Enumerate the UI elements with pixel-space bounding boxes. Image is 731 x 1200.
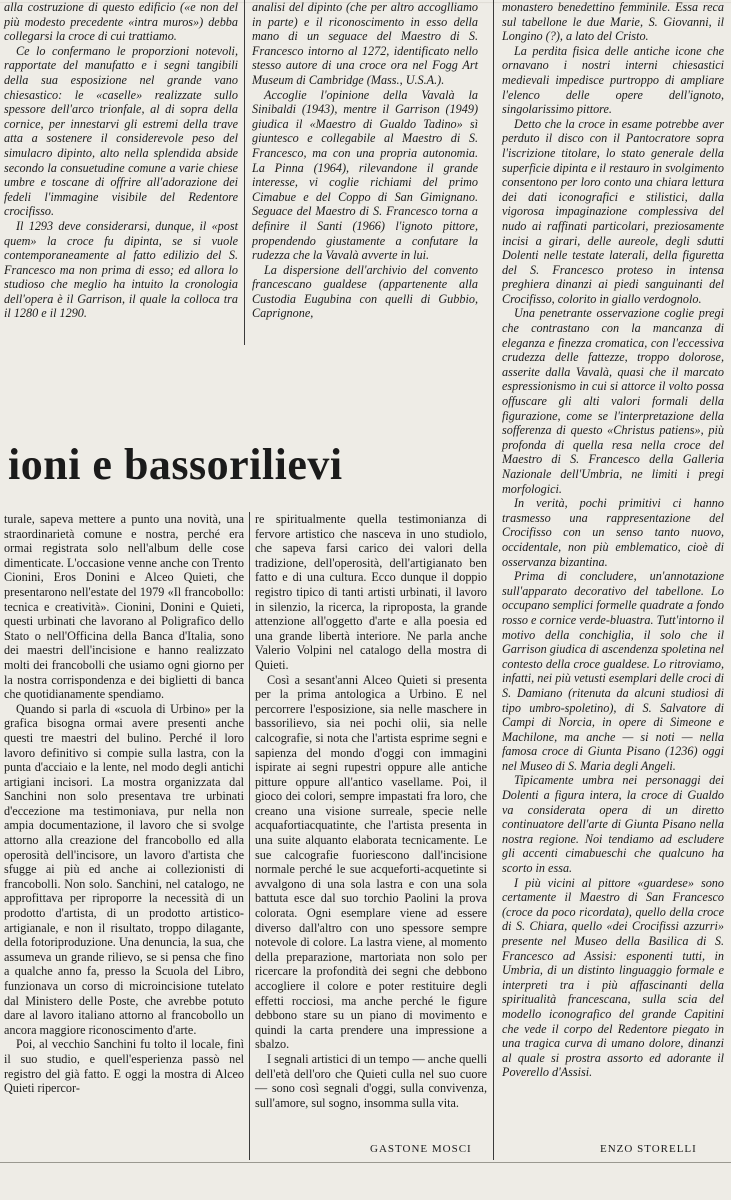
paragraph: alla costruzione di questo edificio («e non del più modesto precedente «intra muros») debba collegarsi la croce di cui trattiamo. (4, 0, 238, 44)
column-rule (493, 0, 494, 1160)
column-rule (244, 0, 245, 345)
paragraph: Una penetrante osservazione coglie pregi che contrastano con la mancanza di eleganza e finezza cromatica, con l'eccessiva crudezza delle fattezze, troppo dolorose, asserite dalla Vavalà, quasi che il marcato espressionismo in cui si attorce il volto possa offuscare gli alti valori formali della figurazione, come se l'interpretazione della sofferenza di questo «Christus patiens», più profonda di quella resa nella croce del Maestro di S. Francesco della Galleria Nazionale dell'Umbria, ne limiti i pregi morfologici. (502, 306, 724, 496)
column-upper-middle (252, 0, 478, 321)
paragraph: Ce lo confermano le proporzioni notevoli, rapportate del manufatto e i segni tangibili della sua esposizione nel grande vano chiesastico: le «caselle» realizzate sullo spessore dell'arco trionfale, al di sopra della cornice, per innestarvi gli estremi della trave atta a sostenere il considerevole peso del simulacro dipinto, alto nella splendida abside secondo la consuetudine comune a varie chiese umbre e toscane di offrire all'adorazione dei fedeli l'immagine visibile del Redentore crocifisso. (4, 43, 238, 219)
author-signature: GASTONE MOSCI (370, 1143, 472, 1155)
author-signature: ENZO STORELLI (600, 1143, 697, 1155)
article-headline: ioni e bassorilievi (8, 440, 343, 489)
paragraph: analisi del dipinto (che per altro accoglliamo in parte) e il riconoscimento in esso della mano di un seguace del Maestro di S. Francesco intorno al 1272, identificato nello stesso autore di una croce ora nel Fogg Art Museum di Cambridge (Mass., U.S.A.). (252, 0, 478, 87)
column-upper-left (4, 0, 238, 321)
paragraph: In verità, pochi primitivi ci hanno trasmesso una rappresentazione del Crocifisso con un senso tanto nuovo, occidentale, non più emblematico, cioè di osservanza bizantina. (502, 496, 724, 569)
column-lower-left (4, 512, 244, 1096)
paragraph: I più vicini al pittore «guardese» sono certamente il Maestro di San Francesco (croce da poco ricordata), quello della croce di S. Chiara, quello «dei Crocifissi azzurri» presente nel Museo della Basilica di S. Francesco ad Assisi: esponenti tutti, in Umbria, di un distinto linguaggio formale e interpreti tra i più affascinanti della spiritualità francescana, sulla scia del modello iconografico del grande Capitini che vede il corpo del Redentore piegato in una tragica curva di umano dolore, dinanzi al quale si prostra assorto ed adorante il Poverello d'Assisi. (502, 875, 724, 1080)
paragraph: Prima di concludere, un'annotazione sull'apparato decorativo del tabellone. Lo occupano semplici formelle quadrate a fondo rosso e cornice verde-bluastra. Tutt'intorno il motivo della conchiglia, il solo che il Garrison giudica di ascendenza spoletina nel contesto della croce gualdese. Lo ritroviamo, infatti, nei più vetusti esemplari delle croci di S. Damiano (ritenuta da alcuni studiosi di tipo umbro-spoletino), di S. Salvatore di Campi di Norcia, in opere di Simeone e Machilone, ma anche — si noti — nella famosa croce di Giunta Pisano (1236) oggi nel Museo di S. Maria degli Angeli. (502, 569, 724, 773)
paragraph: turale, sapeva mettere a punto una novità, una straordinarietà comune e nostra, perché era ormai registrata solo nell'album delle cose dimenticate. L'occasione venne anche con Trento Cionini, Eros Donini e Alceo Quieti, che presentarono nell'estate del 1979 «Il francobollo: tecnica e creatività». Cionini, Donini e Quieti, questi urbinati che lavorano al Poligrafico dello Stato o nell'Officina della Banca d'Italia, sono dei maestri dell'incisione e hanno realizzato molti dei francobolli che usiamo ogni giorno per la nostra corrispondenza e dei biglietti di banca che quotidianamente spendiamo. (4, 512, 244, 702)
paragraph: Il 1293 deve considerarsi, dunque, il «post quem» la croce fu dipinta, se si vuole contemporaneamente al fatto edilizio del S. Francesco ma non prima di esso; ed allora lo studioso che meglio ha intuito la cronologia dell'opera è il Garrison, il quale la colloca tra il 1280 e il 1290. (4, 218, 238, 321)
page-bottom-rule (0, 1162, 731, 1163)
paragraph: La perdita fisica delle antiche icone che ornavano i nostri interni chiesastici medievali impedisce purtroppo di ampliare l'elenco delle opere dell'ignoto, singolarissimo pittore. (502, 43, 724, 117)
paragraph: Accoglie l'opinione della Vavalà la Sinibaldi (1943), mentre il Garrison (1949) giudica il «Maestro di Gualdo Tadino» sì giuntesco e collegabile al Maestro di S. Francesco, ma con una propria autonomia. La Pinna (1964), rilevandone il grande interesse, vi coglie richiami del primo Cimabue e del Coppo di San Gimignano. Seguace del Maestro di S. Francesco torna a definire il Santi (1966) l'ignoto pittore, propendendo giustamente a confutare la rudezza che la Vavalà avverte in lui. (252, 87, 478, 263)
paragraph: Poi, al vecchio Sanchini fu tolto il locale, finì il suo studio, e quell'esperienza passò nel registro del già fatto. E oggi la mostra di Alceo Quieti ripercor- (4, 1037, 244, 1096)
paragraph: I segnali artistici di un tempo — anche quelli dell'età dell'oro che Quieti culla nel suo cuore — sono così segnali d'oggi, sulla convivenza, sull'amore, sul sogno, insomma sulla vita. (255, 1051, 487, 1110)
paragraph: Tipicamente umbra nei personaggi dei Dolenti a figura intera, la croce di Gualdo va considerata opera di un diretto continuatore dell'arte di Giunta Pisano nella nostra regione. Noi tendiamo ad escludere gli accenti cimabueschi che qualcuno ha scorto in essa. (502, 773, 724, 876)
paragraph: Detto che la croce in esame potrebbe aver perduto il disco con il Pantocratore sopra l'iscrizione titolare, lo stato generale della superficie dipinta e il restauro in svolgimento consentono per loro conto una chiara lettura dei dati iconografici e stilistici, dalla vigorosa impaginazione complessiva del nudo ai raffinati particolari, preziosamente incisi a girari, delle aureole, degli sdutti Dolenti nelle testate laterali, della figuretta del S. Francesco proteso in intensa preghiera dinanzi ai piedi sanguinanti del Crocifisso, colorito in giallo verdognolo. (502, 116, 724, 306)
paragraph: Così a sesant'anni Alceo Quieti si presenta per la prima antologica a Urbino. E nel percorrere l'esposizione, sia nelle maschere in bassorilievo, sia nei pochi olii, sia nelle calcografie, si nota che l'artista esprime segni e sapienza del mondo d'oggi con immagini ispirate ai segni rupestri oppure alle antiche pitture oppure all'antico vasellame. Poi, il gioco dei colori, sempre impastati fra loro, che creano una visione surreale, specie nelle acquafortiacquatinte, che l'artista presenta in una suite alquanto elaborata tecnicamente. Le sue calcografie fuoriescono dall'incisione normale perché le sue acqueforti-acquetinte si avvalgono di una sola lastra e con una sola battuta esce dal suo torchio Paolini la prova colorata. Ogni esemplare viene ad essere diverso dall'altro con uno spessore sempre notevole di colore. La lastra viene, al momento della preparazione, martoriata non solo per ricercare la profondità dei segni che debbono accogliere il colore e poter restituire degli effetti rocciosi, ma anche perché le figure debbono stare su un piano di movimento e quindi la carta prendere una impressione a sbalzo. (255, 672, 487, 1052)
paragraph: Quando si parla di «scuola di Urbino» per la grafica bisogna ormai avere presenti anche questi tre maestri del bulino. Perché il loro lavoro definitivo si compie sulla lastra, con la punta d'acciaio e la lente, nel modo degli antichi artigiani incisori. La mostra organizzata dal Sanchini non solo presentava tre urbinati d'eccezione ma testimoniava, pur nella non ampia documentazione, il lavoro che si svolge attorno alla creazione del francobollo ed alla operosità dell'incisore, un lavoro d'artista che sfugge ai più ed anche ai collezionisti di francobolli. Non solo. Sanchini, nel catalogo, ne approfittava per riproporre la necessità di un prodotto d'artista, di un prodotto artistico-artigianale, e non il risultato, troppo dilagante, della fotoriproduzione. Una denuncia, la sua, che assumeva un grande rilievo, se si pensa che fino a qualche anno fa, presso la Scuola del Libro, funzionava un corso di microincisione tutelato dal Ministero delle Poste, che avrebbe potuto dare al lavoro italiano attorno al francobollo un ancora maggiore riconoscimento d'arte. (4, 701, 244, 1037)
column-rule (249, 512, 250, 1160)
column-lower-middle (255, 512, 487, 1110)
paragraph: monastero benedettino femminile. Essa reca sul tabellone le due Marie, S. Giovanni, il Longino (?), a lato del Cristo. (502, 0, 724, 44)
column-right (502, 0, 724, 1080)
paragraph: La dispersione dell'archivio del convento francescano gualdese (appartenente alla Custodia Eugubina con quelli di Gubbio, Caprignone, (252, 262, 478, 321)
paragraph: re spiritualmente quella testimonianza di fervore artistico che nasceva in uno studiolo, che sapeva farsi carico dei valori della tradizione, dell'operosità, dell'artigianato ben fatto e di una cultura. Ecco dunque il doppio registro tipico di tanti artisti urbinati, il lavoro in silenzio, la ricerca, la riproposta, la grande attenzione all'oggetto d'arte e alla poesia ed una grande libertà interiore. Ne parla anche Valerio Volpini nel catalogo della mostra di Quieti. (255, 512, 487, 672)
